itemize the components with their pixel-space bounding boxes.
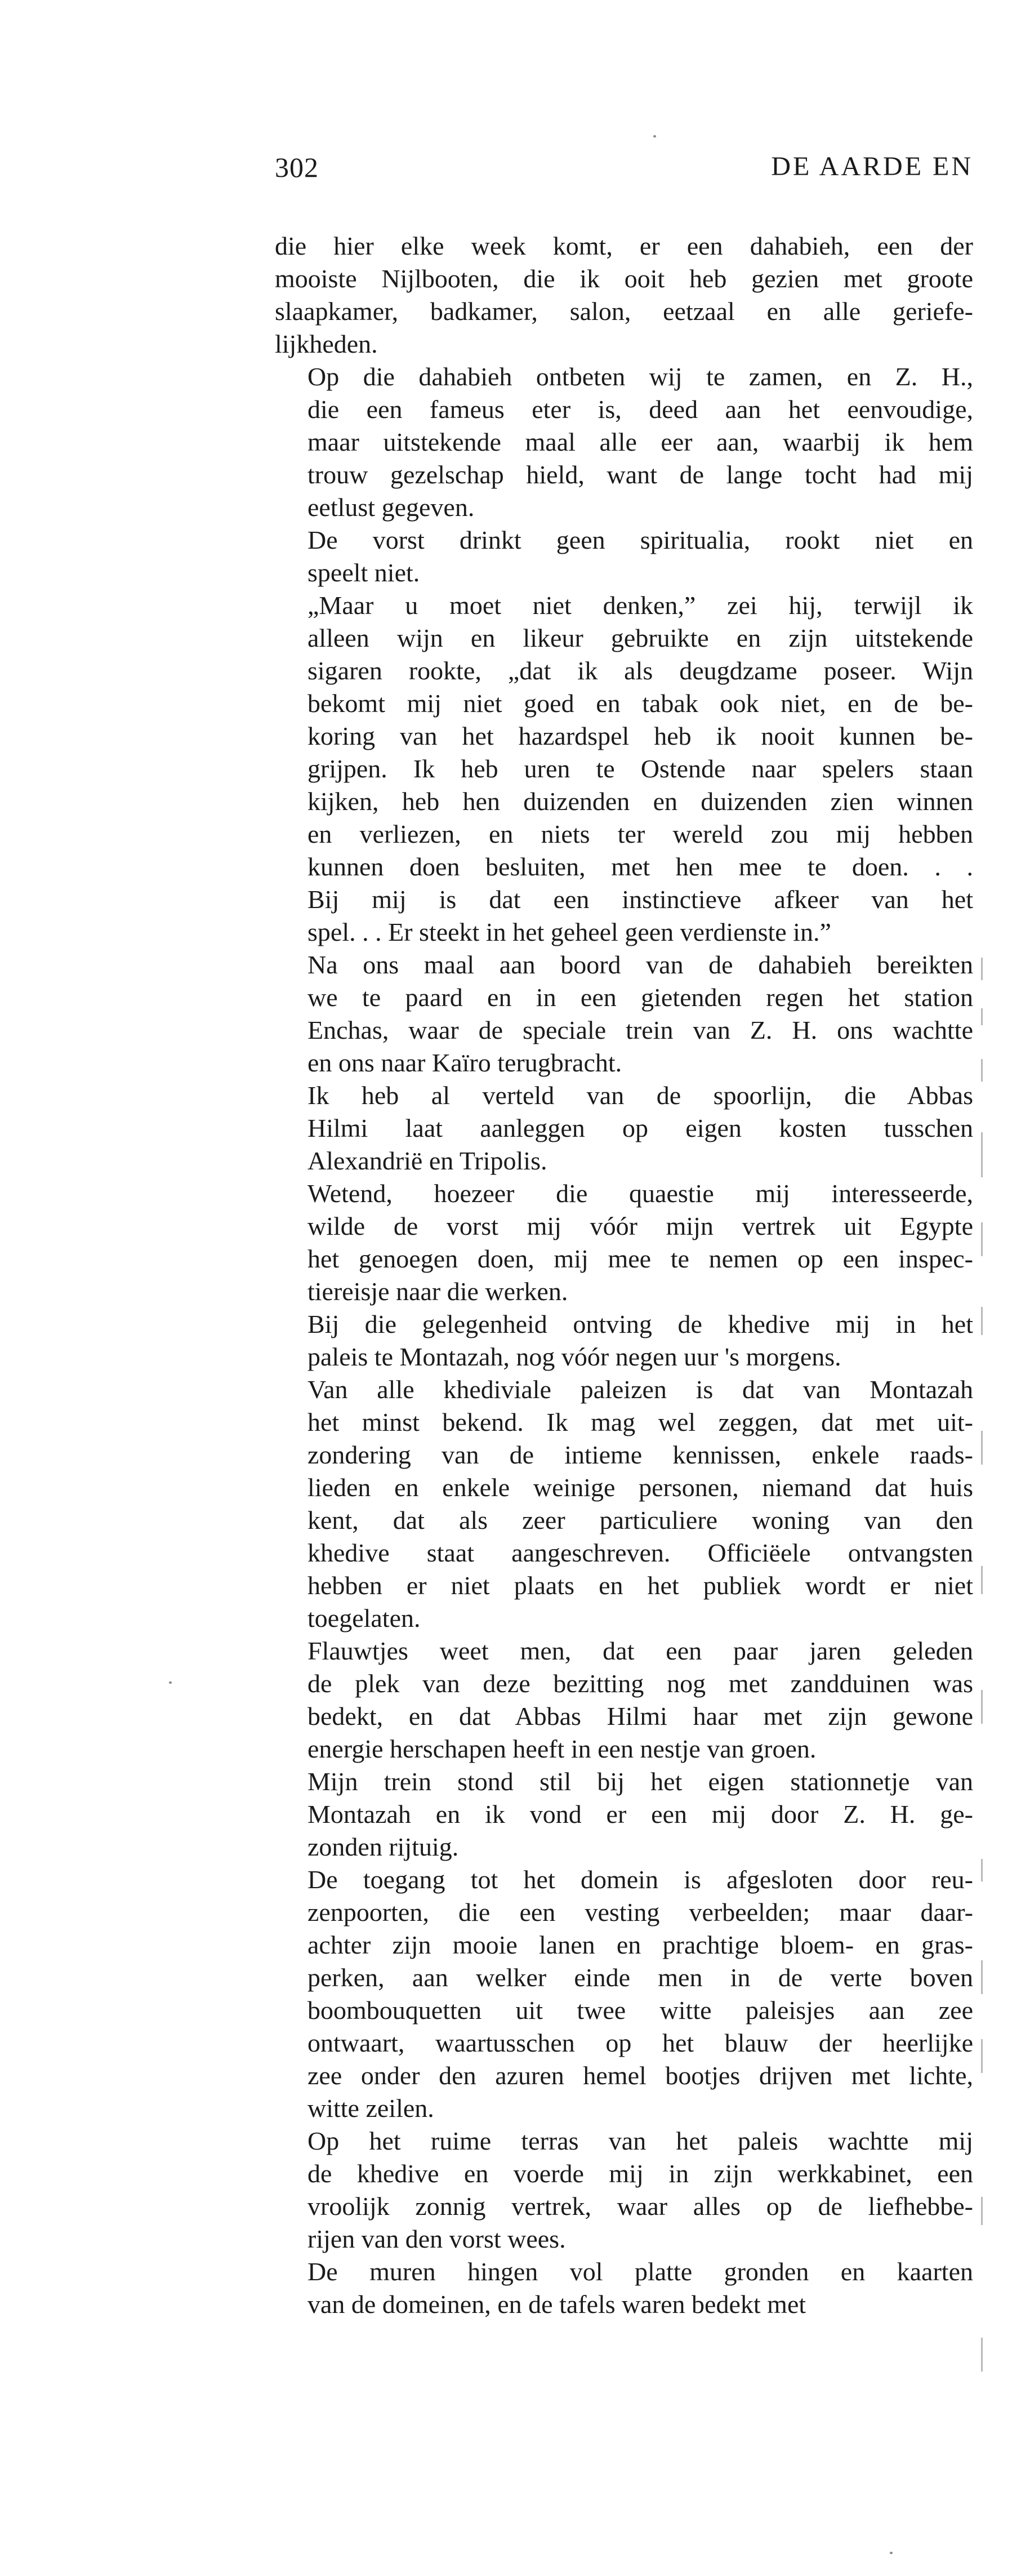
text-line: energie herschapen heeft in een nestje van groen. bbox=[307, 1734, 817, 1763]
margin-mark bbox=[981, 1566, 983, 1594]
text-line: maar uitstekende maal alle eer aan, waarbij ik hem bbox=[307, 428, 973, 456]
scan-speck bbox=[890, 2552, 893, 2554]
text-line: die een fameus eter is, deed aan het eenvoudige, bbox=[307, 395, 973, 424]
text-line: bekomt mij niet goed en tabak ook niet, en de be- bbox=[307, 689, 973, 718]
text-line: de plek van deze bezitting nog met zandduinen was bbox=[307, 1669, 973, 1698]
margin-mark bbox=[981, 958, 983, 980]
text-line: De muren hingen vol platte gronden en kaarten bbox=[307, 2257, 973, 2286]
paragraph bbox=[275, 2125, 973, 2255]
margin-mark bbox=[981, 2039, 983, 2073]
margin-mark bbox=[981, 2197, 983, 2225]
text-line: kijken, heb hen duizenden en duizenden zien winnen bbox=[307, 787, 973, 816]
text-line: eetlust gegeven. bbox=[307, 493, 475, 522]
text-line: kunnen doen besluiten, met hen mee te doen. . . bbox=[307, 852, 973, 881]
paragraph bbox=[275, 589, 973, 949]
paragraph bbox=[275, 1079, 973, 1177]
paragraph bbox=[275, 949, 973, 1079]
text-line: toegelaten. bbox=[307, 1604, 421, 1632]
text-line: grijpen. Ik heb uren te Ostende naar spelers staan bbox=[307, 754, 973, 783]
margin-mark bbox=[981, 1307, 983, 1335]
text-line: Hilmi laat aanleggen op eigen kosten tusschen bbox=[307, 1114, 973, 1142]
text-line: khedive staat aangeschreven. Officiëele ontvangsten bbox=[307, 1538, 973, 1567]
text-line: „Maar u moet niet denken,” zei hij, terwijl ik bbox=[307, 591, 973, 620]
text-line: Ik heb al verteld van de spoorlijn, die Abbas bbox=[307, 1081, 973, 1110]
page-header bbox=[275, 151, 973, 190]
text-line: Bij die gelegenheid ontving de khedive mij in het bbox=[307, 1310, 973, 1338]
text-line: achter zijn mooie lanen en prachtige bloem- en gras- bbox=[307, 1930, 973, 1959]
text-line: Op die dahabieh ontbeten wij te zamen, en Z. H., bbox=[307, 362, 973, 391]
text-line: tiereisje naar die werken. bbox=[307, 1277, 568, 1306]
text-line: zondering van de intieme kennissen, enkele raads- bbox=[307, 1440, 973, 1469]
text-line: boombouquetten uit twee witte paleisjes aan zee bbox=[307, 1996, 973, 2025]
text-line: het minst bekend. Ik mag wel zeggen, dat met uit- bbox=[307, 1408, 973, 1436]
text-line: vroolijk zonnig vertrek, waar alles op de liefhebbe- bbox=[307, 2192, 973, 2221]
text-line: zonden rijtuig. bbox=[307, 1832, 459, 1861]
text-line: Mijn trein stond stil bij het eigen stationnetje van bbox=[307, 1767, 973, 1796]
paragraph bbox=[275, 1177, 973, 1308]
margin-mark bbox=[981, 1222, 983, 1256]
text-line: zee onder den azuren hemel bootjes drijven met lichte, bbox=[307, 2061, 973, 2090]
text-line: perken, aan welker einde men in de verte boven bbox=[307, 1963, 973, 1992]
text-line: we te paard en in een gietenden regen het station bbox=[307, 983, 973, 1012]
margin-mark bbox=[981, 1690, 983, 1724]
paragraph bbox=[275, 1765, 973, 1863]
text-line: die hier elke week komt, er een dahabieh, een der bbox=[275, 232, 973, 260]
text-line: Alexandrië en Tripolis. bbox=[307, 1146, 547, 1175]
margin-mark bbox=[981, 1132, 983, 1177]
text-line: lieden en enkele weinige personen, niemand dat huis bbox=[307, 1473, 973, 1502]
text-line: lijkheden. bbox=[275, 330, 378, 358]
text-line: paleis te Montazah, nog vóór negen uur 's morgens. bbox=[307, 1342, 841, 1371]
text-line: het genoegen doen, mij mee te nemen op een inspec- bbox=[307, 1244, 973, 1273]
text-line: rijen van den vorst wees. bbox=[307, 2224, 566, 2253]
paragraph bbox=[275, 1863, 973, 2125]
text-line: spel. . . Er steekt in het geheel geen verdienste in.” bbox=[307, 918, 831, 946]
margin-mark bbox=[981, 1431, 983, 1465]
text-line: Op het ruime terras van het paleis wachtte mij bbox=[307, 2126, 973, 2155]
text-line: Van alle khediviale paleizen is dat van Montazah bbox=[307, 1375, 973, 1404]
text-line: witte zeilen. bbox=[307, 2094, 434, 2123]
text-line: en verliezen, en niets ter wereld zou mij hebben bbox=[307, 820, 973, 848]
text-line: kent, dat als zeer particuliere woning van den bbox=[307, 1506, 973, 1534]
paragraph bbox=[275, 524, 973, 589]
text-line: Na ons maal aan boord van de dahabieh bereikten bbox=[307, 950, 973, 979]
text-line: Bij mij is dat een instinctieve afkeer van het bbox=[307, 885, 973, 914]
text-line: De vorst drinkt geen spiritualia, rookt niet en bbox=[307, 526, 973, 554]
text-line: Wetend, hoezeer die quaestie mij interesseerde, bbox=[307, 1179, 973, 1208]
text-line: ontwaart, waartusschen op het blauw der heerlijke bbox=[307, 2028, 973, 2057]
paragraph bbox=[275, 1635, 973, 1765]
margin-mark bbox=[981, 1960, 983, 1994]
scan-speck bbox=[653, 135, 656, 137]
text-line: De toegang tot het domein is afgesloten door reu- bbox=[307, 1865, 973, 1894]
text-line: en ons naar Kaïro terugbracht. bbox=[307, 1048, 622, 1077]
text-line: speelt niet. bbox=[307, 558, 420, 587]
text-line: sigaren rookte, „dat ik als deugdzame poseer. Wijn bbox=[307, 656, 973, 685]
text-line: alleen wijn en likeur gebruikte en zijn uitstekende bbox=[307, 624, 973, 652]
paragraph bbox=[275, 361, 973, 524]
margin-mark bbox=[981, 1059, 983, 1082]
paragraph bbox=[275, 1308, 973, 1373]
text-line: mooiste Nijlbooten, die ik ooit heb gezien met groote bbox=[275, 264, 973, 293]
text-line: zenpoorten, die een vesting verbeelden; maar daar- bbox=[307, 1898, 973, 1927]
text-line: trouw gezelschap hield, want de lange tocht had mij bbox=[307, 460, 973, 489]
page-number: 302 bbox=[275, 152, 319, 183]
body-text bbox=[275, 230, 973, 2321]
paragraph bbox=[275, 1373, 973, 1635]
text-line: de khedive en voerde mij in zijn werkkabinet, een bbox=[307, 2159, 973, 2188]
text-line: Enchas, waar de speciale trein van Z. H. ons wachtte bbox=[307, 1016, 973, 1044]
margin-mark bbox=[981, 1008, 983, 1025]
text-line: hebben er niet plaats en het publiek wordt er niet bbox=[307, 1571, 973, 1600]
text-line: wilde de vorst mij vóór mijn vertrek uit Egypte bbox=[307, 1212, 973, 1240]
margin-mark bbox=[981, 1859, 983, 1881]
text-line: slaapkamer, badkamer, salon, eetzaal en alle geriefe- bbox=[275, 297, 973, 326]
scan-speck bbox=[169, 1681, 172, 1684]
text-line: van de domeinen, en de tafels waren bedekt met bbox=[307, 2290, 806, 2319]
text-line: Montazah en ik vond er een mij door Z. H. ge- bbox=[307, 1800, 973, 1828]
text-line: Flauwtjes weet men, dat een paar jaren geleden bbox=[307, 1636, 973, 1665]
paragraph bbox=[275, 230, 973, 361]
text-line: koring van het hazardspel heb ik nooit kunnen be- bbox=[307, 722, 973, 750]
paragraph bbox=[275, 2255, 973, 2321]
running-head: DE AARDE EN bbox=[771, 152, 973, 181]
margin-mark bbox=[981, 2338, 983, 2372]
text-line: bedekt, en dat Abbas Hilmi haar met zijn gewone bbox=[307, 1702, 973, 1730]
